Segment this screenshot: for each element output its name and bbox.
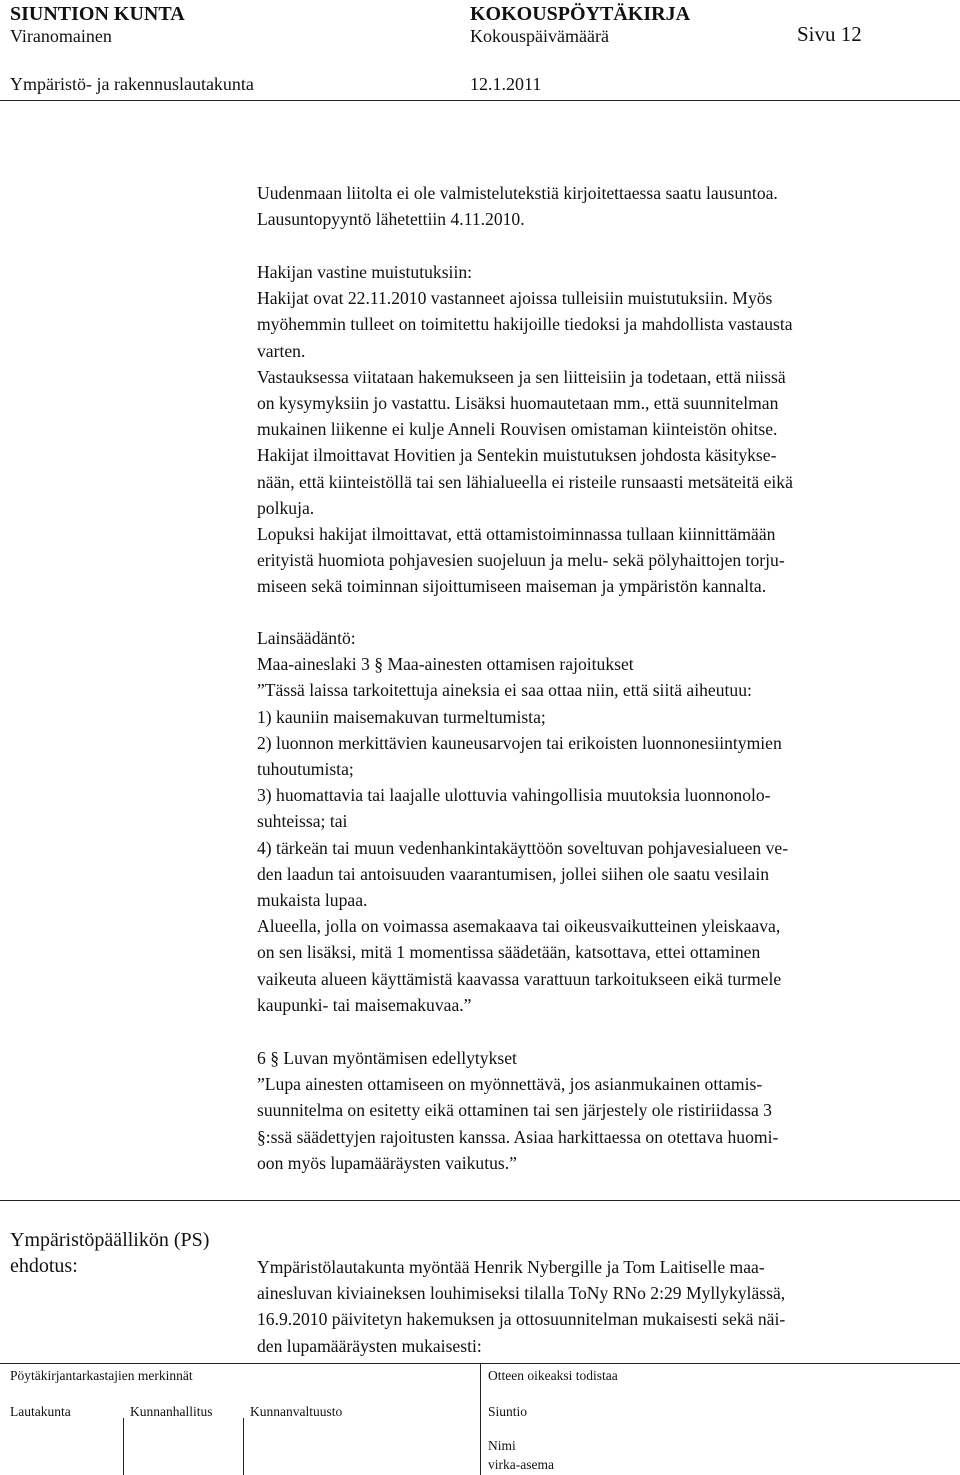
text-line: Uudenmaan liitolta ei ole valmistelutekstiä kirjoitettaessa saatu lausuntoa. bbox=[257, 183, 778, 203]
paragraph-permit-conditions bbox=[257, 1045, 947, 1176]
text-line: 4) tärkeän tai muun vedenhankintakäyttöön soveltuvan pohjavesialueen ve- bbox=[257, 837, 789, 858]
footer-divider bbox=[480, 1363, 481, 1475]
footer-certified-label: Otteen oikeaksi todistaa bbox=[488, 1368, 618, 1383]
text-line: myöhemmin tulleet on toimitettu hakijoille tiedoksi ja mahdollista vastausta bbox=[257, 314, 793, 335]
text-line: Hakijat ilmoittavat Hovitien ja Sentekin muistutuksen johdosta käsitykse- bbox=[257, 445, 777, 466]
text-line: den lupamääräysten mukaisesti: bbox=[257, 1335, 482, 1356]
text-line: miseen sekä toiminnan sijoittumiseen maiseman ja ympäristön kannalta. bbox=[257, 576, 767, 597]
footer-council-label: Kunnanvaltuusto bbox=[250, 1404, 343, 1419]
text-line: 16.9.2010 päivitetyn hakemuksen ja ottosuunnitelman mukaisesti sekä näi- bbox=[257, 1309, 786, 1330]
header-rule bbox=[0, 100, 960, 101]
text-line: Ympäristölautakunta myöntää Henrik Nybergille ja Tom Laitiselle maa- bbox=[257, 1257, 765, 1277]
text-line: 6 § Luvan myöntämisen edellytykset bbox=[257, 1048, 517, 1068]
text-line: vaikeuta alueen käyttämistä kaavassa varattuun tarkoitukseen eikä turmele bbox=[257, 968, 782, 989]
org-name: SIUNTION KUNTA bbox=[10, 3, 185, 25]
text-line: on sen lisäksi, mitä 1 momentissa säädetään, katsottava, ettei ottaminen bbox=[257, 942, 761, 963]
authority-label: Viranomainen bbox=[10, 26, 112, 46]
text-line: Alueella, jolla on voimassa asemakaava tai oikeusvaikutteinen yleiskaava, bbox=[257, 916, 781, 937]
proposal-label: ehdotus: bbox=[10, 1255, 78, 1277]
text-line: nään, että kiinteistöllä tai sen lähialueella ei risteile runsaasti metsäteitä eikä bbox=[257, 471, 793, 492]
meeting-date: 12.1.2011 bbox=[470, 74, 542, 94]
footer-position-label: virka-asema bbox=[488, 1457, 554, 1472]
text-line: tuhoutumista; bbox=[257, 759, 354, 780]
footer-divider bbox=[243, 1418, 244, 1475]
text-line: Lopuksi hakijat ilmoittavat, että ottamistoiminnassa tullaan kiinnittämään bbox=[257, 524, 776, 545]
text-line: polkuja. bbox=[257, 497, 315, 518]
paragraph-legislation bbox=[257, 625, 947, 1018]
text-line: Lausuntopyyntö lähetettiin 4.11.2010. bbox=[257, 209, 525, 230]
text-line: suunnitelma on esitetty eikä ottaminen tai sen järjestely ole ristiriidassa 3 bbox=[257, 1100, 772, 1121]
text-line: 1) kauniin maisemakuvan turmeltumista; bbox=[257, 706, 546, 727]
text-line: ”Lupa ainesten ottamiseen on myönnettävä, jos asianmukainen ottamis- bbox=[257, 1074, 763, 1095]
authority-name: Ympäristö- ja rakennuslautakunta bbox=[10, 74, 254, 94]
footer-checkers-label: Pöytäkirjantarkastajien merkinnät bbox=[10, 1368, 193, 1383]
text-line: Maa-aineslaki 3 § Maa-ainesten ottamisen rajoitukset bbox=[257, 654, 634, 675]
text-line: ainesluvan kiviaineksen louhimiseksi tilalla ToNy RNo 2:29 Myllykylässä, bbox=[257, 1283, 786, 1304]
text-line: suhteissa; tai bbox=[257, 811, 348, 832]
text-line: ”Tässä laissa tarkoitettuja aineksia ei saa ottaa niin, että siitä aiheutuu: bbox=[257, 680, 752, 701]
footer-government-label: Kunnanhallitus bbox=[130, 1404, 213, 1419]
footer-board-label: Lautakunta bbox=[10, 1404, 71, 1419]
text-line: 3) huomattavia tai laajalle ulottuvia vahingollisia muutoksia luonnonolo- bbox=[257, 785, 771, 806]
page-number: Sivu 12 bbox=[797, 22, 862, 46]
proposal-text bbox=[257, 1254, 947, 1359]
text-line: kaupunki- tai maisemakuvaa.” bbox=[257, 994, 472, 1015]
text-line: oon myös lupamääräysten vaikutus.” bbox=[257, 1152, 517, 1173]
text-line: 2) luonnon merkittävien kauneusarvojen tai erikoisten luonnonesiintymien bbox=[257, 732, 782, 753]
proposal-rule bbox=[0, 1200, 960, 1201]
text-line: mukainen liikenne ei kulje Anneli Rouvisen omistaman kiinteistön ohitse. bbox=[257, 419, 778, 440]
text-line: Lainsäädäntö: bbox=[257, 628, 356, 648]
text-line: mukaista lupaa. bbox=[257, 890, 368, 911]
footer-name-label: Nimi bbox=[488, 1438, 516, 1453]
footer-place: Siuntio bbox=[488, 1404, 528, 1419]
text-line: §:ssä säädettyjen rajoitusten kanssa. Asiaa harkittaessa on otettava huomi- bbox=[257, 1126, 779, 1147]
text-line: varten. bbox=[257, 340, 306, 361]
text-line: Vastauksessa viitataan hakemukseen ja sen liitteisiin ja todetaan, että niissä bbox=[257, 366, 786, 387]
document-type: KOKOUSPÖYTÄKIRJA bbox=[470, 3, 691, 25]
paragraph-statement bbox=[257, 180, 947, 232]
proposal-label: Ympäristöpäällikön (PS) bbox=[10, 1229, 210, 1251]
footer-divider bbox=[123, 1418, 124, 1475]
text-line: erityistä huomiota pohjavesien suojeluun ja melu- sekä pölyhaittojen torju- bbox=[257, 550, 785, 571]
text-line: on kysymyksiin jo vastattu. Lisäksi huomautetaan mm., että suunnitelman bbox=[257, 393, 779, 414]
paragraph-applicant-response bbox=[257, 259, 947, 600]
meeting-date-label: Kokouspäivämäärä bbox=[470, 26, 609, 46]
text-line: Hakijan vastine muistutuksiin: bbox=[257, 262, 473, 282]
text-line: Hakijat ovat 22.11.2010 vastanneet ajoissa tulleisiin muistutuksiin. Myös bbox=[257, 288, 773, 309]
text-line: den laadun tai antoisuuden vaarantumisen, jollei siihen ole saatu vesilain bbox=[257, 863, 770, 884]
